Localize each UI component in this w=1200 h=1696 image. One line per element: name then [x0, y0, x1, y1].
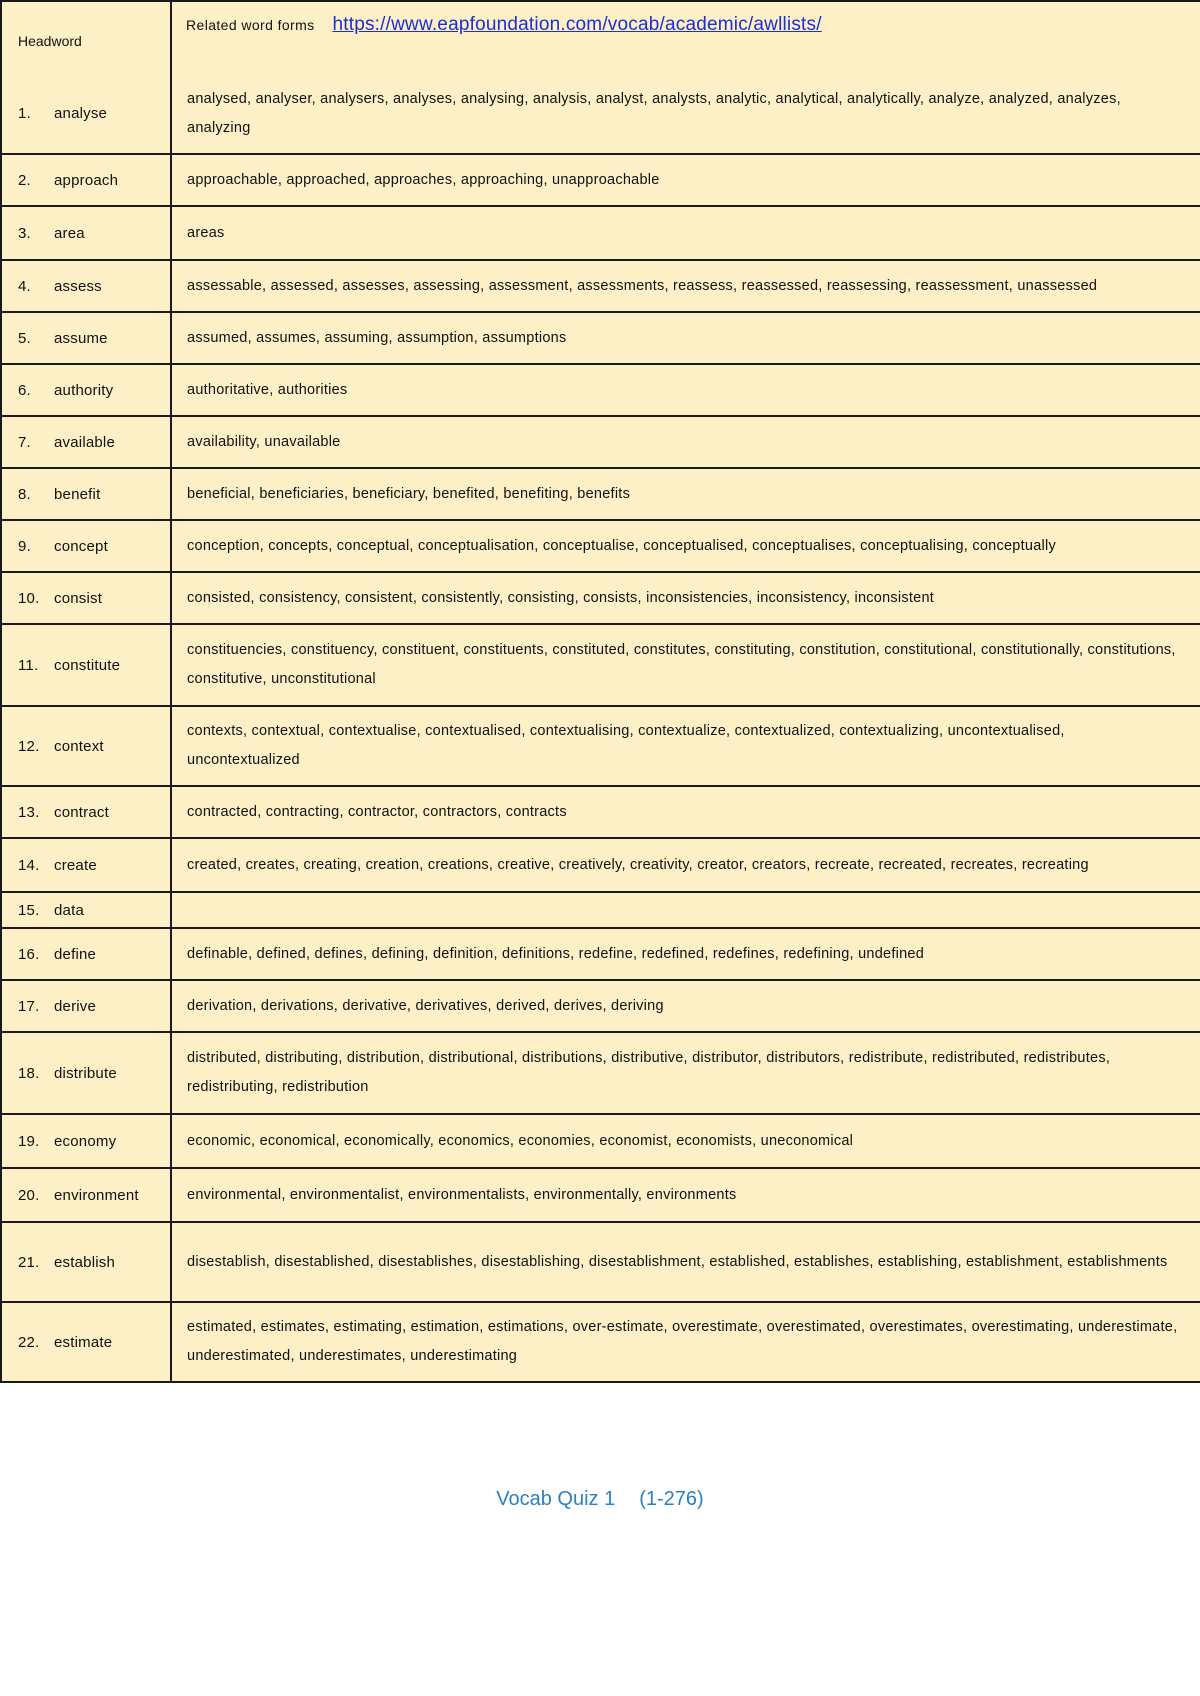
headword-cell	[1, 364, 171, 416]
headword-cell	[1, 892, 171, 928]
table-row	[1, 980, 1200, 1032]
row-number: 14.	[18, 856, 40, 874]
headword: constitute	[54, 656, 121, 674]
row-number: 15.	[18, 901, 40, 919]
headword-cell	[1, 416, 171, 468]
row-number: 22.	[18, 1333, 40, 1351]
row-number: 19.	[18, 1132, 40, 1150]
row-number: 20.	[18, 1186, 40, 1204]
headword: contract	[54, 803, 109, 821]
headword: estimate	[54, 1333, 113, 1351]
headword: consist	[54, 589, 103, 607]
headword: area	[54, 224, 85, 242]
table-row	[1, 892, 1200, 928]
related-forms-cell: areas	[171, 206, 1200, 260]
table-row	[1, 1032, 1200, 1114]
footer-title: Vocab Quiz 1	[496, 1488, 616, 1510]
table-row	[1, 1114, 1200, 1168]
headword: analyse	[54, 105, 108, 122]
table-row	[1, 520, 1200, 572]
related-forms-cell: distributed, distributing, distribution, distributional, distributions, distributive, distributor, distributors, redistribute, redistributed, redistributes, redistributing, redistribution	[171, 1032, 1200, 1114]
headword-cell	[1, 1302, 171, 1382]
headword-cell	[1, 928, 171, 980]
related-forms-cell: authoritative, authorities	[171, 364, 1200, 416]
headword-cell	[1, 838, 171, 892]
headword-cell	[1, 1222, 171, 1302]
table-row	[1, 364, 1200, 416]
row-number: 21.	[18, 1253, 40, 1271]
footer-range: (1-276)	[639, 1488, 704, 1510]
row-number: 11.	[18, 656, 39, 674]
headword-cell	[1, 312, 171, 364]
headword: distribute	[54, 1064, 117, 1082]
headword-cell	[1, 468, 171, 520]
row-number: 6.	[18, 381, 31, 399]
related-forms-cell: estimated, estimates, estimating, estimation, estimations, over-estimate, overestimate, overestimated, overestimates, overestimating, underestimate, underestimated, underestimates, underestimating	[171, 1302, 1200, 1382]
headword-cell	[1, 786, 171, 838]
row-number: 12.	[18, 737, 40, 755]
related-forms-cell: consisted, consistency, consistent, consistently, consisting, consists, inconsistencies, inconsistency, inconsistent	[171, 572, 1200, 624]
row-number: 5.	[18, 329, 31, 347]
headword: context	[54, 737, 104, 755]
related-forms-cell: derivation, derivations, derivative, derivatives, derived, derives, deriving	[171, 980, 1200, 1032]
headword: define	[54, 945, 97, 963]
row-number: 13.	[18, 803, 40, 821]
table-row	[1, 624, 1200, 706]
row-number: 18.	[18, 1064, 40, 1082]
headword-cell	[1, 520, 171, 572]
headword: create	[54, 856, 97, 874]
table-body	[1, 74, 1200, 1382]
row-number: 4.	[18, 277, 31, 295]
related-forms-cell: availability, unavailable	[171, 416, 1200, 468]
row-number: 3.	[18, 224, 31, 242]
table-row	[1, 1302, 1200, 1382]
related-forms-cell: constituencies, constituency, constituent, constituents, constituted, constitutes, constituting, constitution, constitutional, constitutionally, constitutions, constitutive, unconstitutional	[171, 624, 1200, 706]
related-forms-cell: analysed, analyser, analysers, analyses, analysing, analysis, analyst, analysts, analytic, analytical, analytically, analyze, analyzed, analyzes, analyzing	[187, 90, 1121, 136]
headword-cell	[1, 1032, 171, 1114]
headword: establish	[54, 1253, 116, 1271]
table-row	[1, 928, 1200, 980]
table-row	[1, 468, 1200, 520]
headword: derive	[54, 997, 97, 1015]
related-forms-cell: definable, defined, defines, defining, definition, definitions, redefine, redefined, redefines, redefining, undefined	[171, 928, 1200, 980]
row-number: 8.	[18, 485, 31, 503]
headword: approach	[54, 171, 119, 189]
related-forms-cell	[171, 892, 1200, 928]
table-row	[1, 706, 1200, 786]
row-number: 7.	[18, 433, 31, 451]
headword: concept	[54, 537, 108, 555]
forms-column-header	[171, 1, 1200, 74]
page-footer	[0, 1488, 1200, 1511]
headword: assess	[54, 277, 102, 295]
headword-cell	[1, 260, 171, 312]
headword: data	[54, 901, 84, 919]
headword: authority	[54, 381, 114, 399]
table-header-row	[1, 1, 1200, 74]
table-row	[1, 1222, 1200, 1302]
related-forms-cell: assessable, assessed, assesses, assessing, assessment, assessments, reassess, reassessed, reassessing, reassessment, unassessed	[171, 260, 1200, 312]
headword-cell	[1, 706, 171, 786]
headword: economy	[54, 1132, 117, 1150]
table-row	[1, 260, 1200, 312]
row-number: 2.	[18, 171, 31, 189]
headword-cell	[1, 980, 171, 1032]
headword-cell	[1, 1168, 171, 1222]
headword: environment	[54, 1186, 139, 1204]
table-row	[1, 1168, 1200, 1222]
table-row	[1, 838, 1200, 892]
related-forms-cell: environmental, environmentalist, environmentalists, environmentally, environments	[171, 1168, 1200, 1222]
row-number: 16.	[18, 945, 40, 963]
headword: benefit	[54, 485, 101, 503]
table-row	[1, 74, 1200, 154]
headword: available	[54, 433, 116, 451]
row-number: 9.	[18, 537, 31, 555]
related-forms-cell: approachable, approached, approaches, approaching, unapproachable	[171, 154, 1200, 206]
related-forms-cell: assumed, assumes, assuming, assumption, assumptions	[171, 312, 1200, 364]
row-number: 10.	[18, 589, 40, 607]
table-row	[1, 206, 1200, 260]
related-forms-cell: contracted, contracting, contractor, contractors, contracts	[171, 786, 1200, 838]
related-forms-cell: disestablish, disestablished, disestablishes, disestablishing, disestablishment, established, establishes, establishing, establishment, establishments	[171, 1222, 1200, 1302]
row-number: 1.	[18, 105, 31, 122]
headword-cell	[1, 572, 171, 624]
related-forms-cell: economic, economical, economically, economics, economies, economist, economists, uneconomical	[171, 1114, 1200, 1168]
table-row	[1, 786, 1200, 838]
headword-cell	[1, 624, 171, 706]
awl-lists-link[interactable]: https://www.eapfoundation.com/vocab/academic/awllists/	[332, 14, 822, 35]
related-forms-cell: conception, concepts, conceptual, conceptualisation, conceptualise, conceptualised, conceptualises, conceptualising, conceptually	[171, 520, 1200, 572]
headword-cell	[1, 1114, 171, 1168]
headword: assume	[54, 329, 108, 347]
headword-cell	[1, 154, 171, 206]
table-row	[1, 154, 1200, 206]
table-row	[1, 572, 1200, 624]
related-forms-cell: created, creates, creating, creation, creations, creative, creatively, creativity, creator, creators, recreate, recreated, recreates, recreating	[171, 838, 1200, 892]
headword-column-header: Headword	[1, 1, 171, 74]
row-number: 17.	[18, 997, 40, 1015]
headword-cell	[1, 74, 171, 154]
headword-cell	[1, 206, 171, 260]
table-row	[1, 312, 1200, 364]
related-forms-cell: contexts, contextual, contextualise, contextualised, contextualising, contextualize, contextualized, contextualizing, uncontextualised, uncontextualized	[171, 706, 1200, 786]
forms-header-label: Related word forms	[186, 17, 315, 33]
table-row	[1, 416, 1200, 468]
related-forms-cell: beneficial, beneficiaries, beneficiary, benefited, benefiting, benefits	[171, 468, 1200, 520]
